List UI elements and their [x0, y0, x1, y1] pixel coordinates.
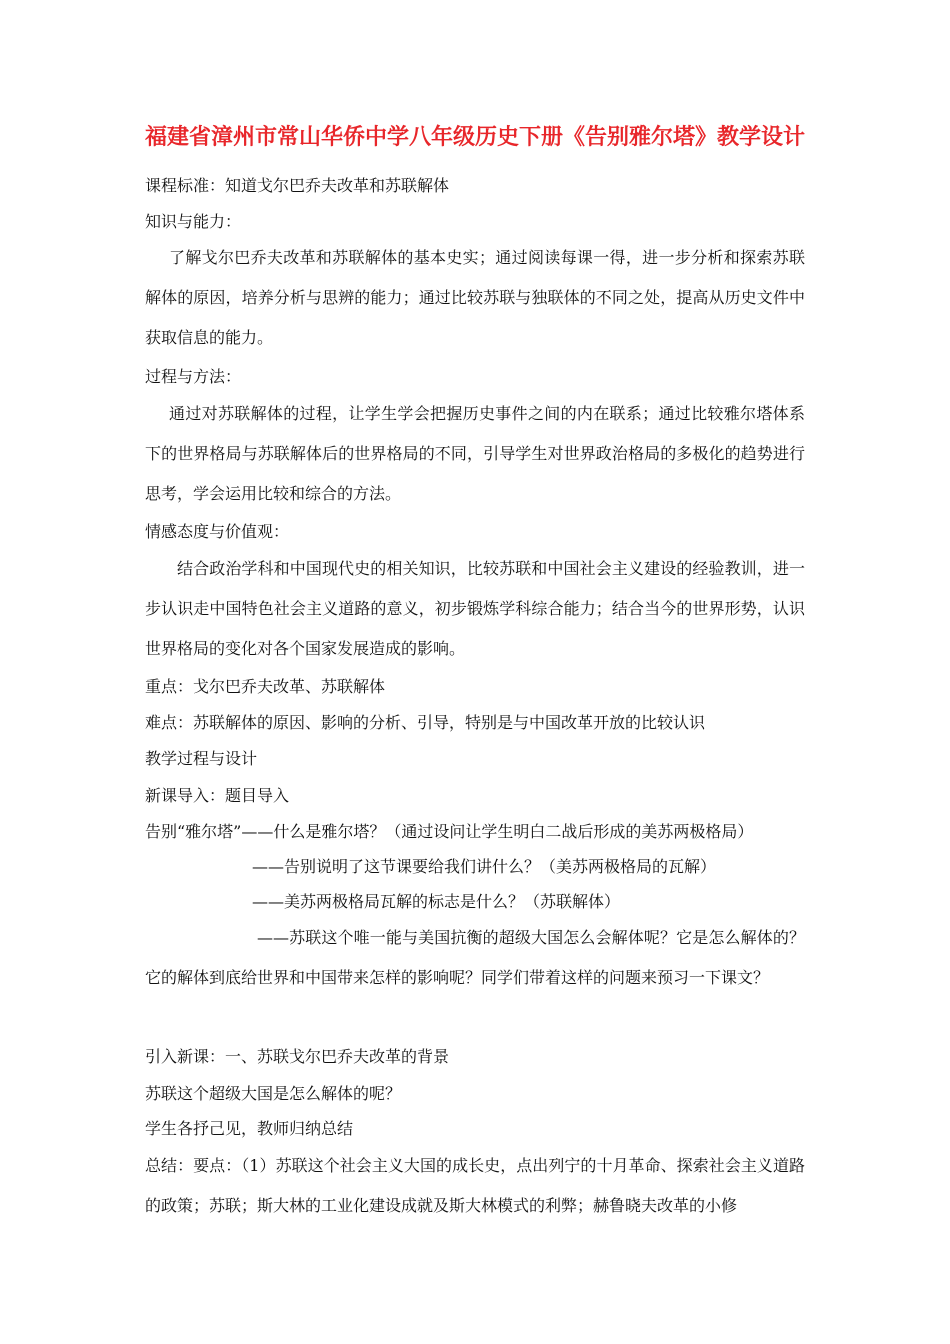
knowledge-heading: 知识与能力：	[145, 212, 242, 231]
process-paragraph: 通过对苏联解体的过程，让学生学会把握历史事件之间的内在联系；通过比较雅尔塔体系下的世界格局与苏联解体后的世界格局的不同，引导学生对世界政治格局的多极化的趋势进行思考，学会运用比较和综合的方法。	[145, 404, 805, 503]
question-line-3: ——美苏两极格局瓦解的标志是什么？（苏联解体）	[252, 892, 621, 911]
lesson-question: 苏联这个超级大国是怎么解体的呢？	[145, 1084, 402, 1103]
key-points: 重点：戈尔巴乔夫改革、苏联解体	[145, 677, 386, 696]
discussion-line: 学生各抒己见，教师归纳总结	[145, 1119, 354, 1138]
question-line-2: ——告别说明了这节课要给我们讲什么？（美苏两极格局的瓦解）	[252, 857, 717, 876]
process-heading: 过程与方法：	[145, 367, 242, 386]
lesson-intro: 新课导入：题目导入	[145, 786, 290, 805]
new-lesson-heading: 引入新课：一、苏联戈尔巴乔夫改革的背景	[145, 1047, 450, 1066]
difficulties: 难点：苏联解体的原因、影响的分析、引导，特别是与中国改革开放的比较认识	[145, 713, 706, 732]
knowledge-paragraph: 了解戈尔巴乔夫改革和苏联解体的基本史实；通过阅读每课一得，进一步分析和探索苏联解体的原因，培养分析与思辨的能力；通过比较苏联与独联体的不同之处，提高从历史文件中获取信息的能力。	[145, 248, 805, 347]
document-title: 福建省漳州市常山华侨中学八年级历史下册《告别雅尔塔》教学设计	[145, 125, 806, 150]
curriculum-standard: 课程标准：知道戈尔巴乔夫改革和苏联解体	[145, 176, 450, 195]
emotion-heading: 情感态度与价值观：	[145, 522, 290, 541]
summary-paragraph: 总结：要点：（1）苏联这个社会主义大国的成长史，点出列宁的十月革命、探索社会主义道路的政策；苏联；斯大林的工业化建设成就及斯大林模式的利弊；赫鲁晓夫改革的小修	[145, 1156, 805, 1215]
emotion-paragraph: 结合政治学科和中国现代史的相关知识，比较苏联和中国社会主义建设的经验教训，进一步认识走中国特色社会主义道路的意义，初步锻炼学科综合能力；结合当今的世界形势，认识世界格局的变化对各个国家发展造成的影响。	[145, 559, 805, 658]
design-heading: 教学过程与设计	[145, 749, 258, 768]
question-line-4: ——苏联这个唯一能与美国抗衡的超级大国怎么会解体呢？它是怎么解体的？它的解体到底给世界和中国带来怎样的影响呢？同学们带着这样的问题来预习一下课文？	[145, 928, 805, 987]
question-line-1: 告别“雅尔塔”——什么是雅尔塔？（通过设问让学生明白二战后形成的美苏两极格局）	[145, 822, 754, 841]
